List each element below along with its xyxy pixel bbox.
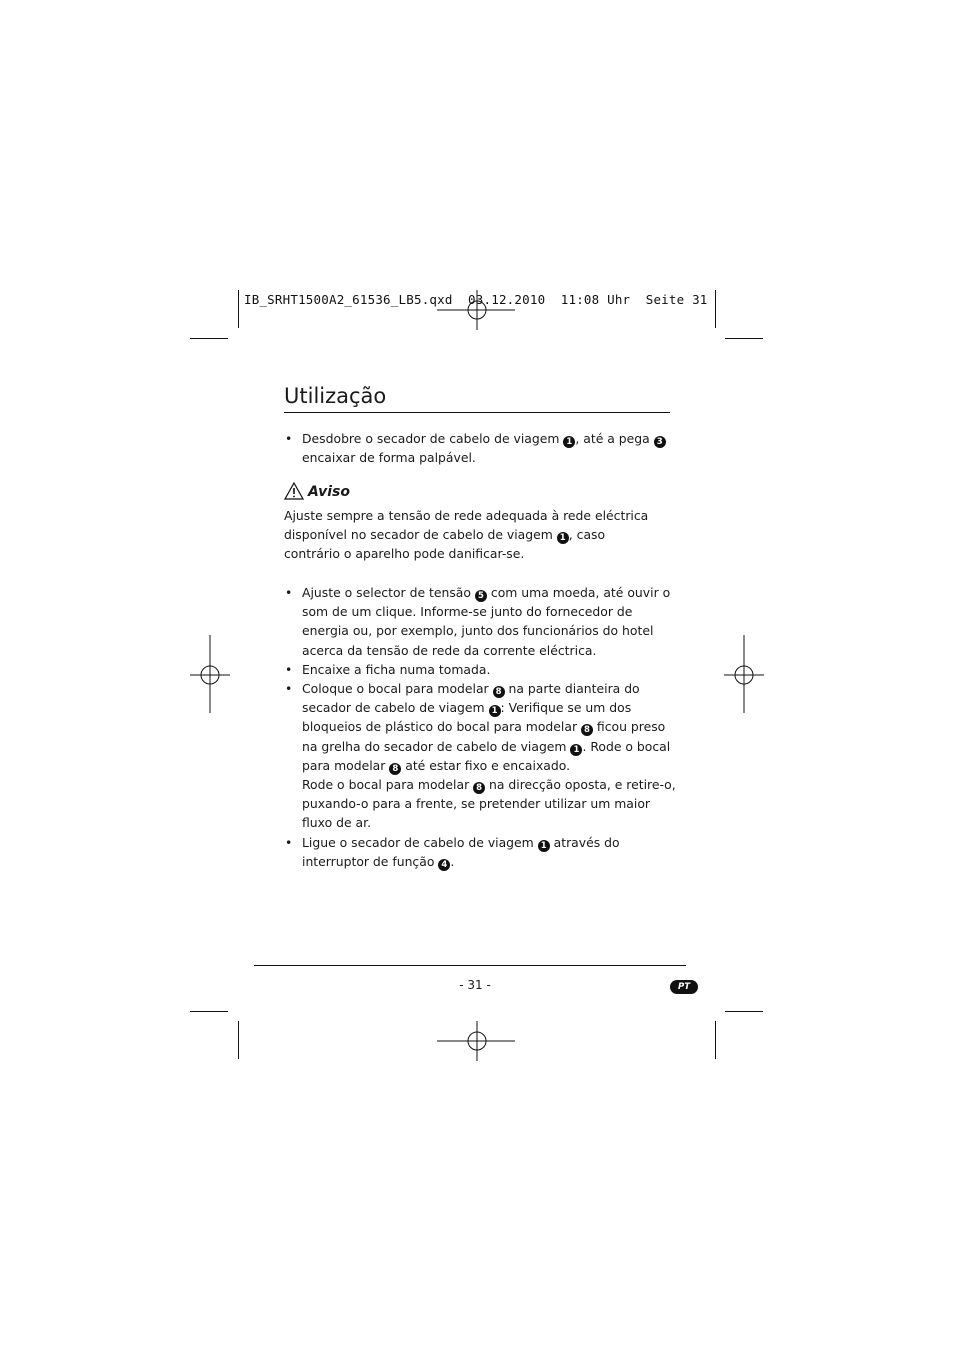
part-number-icon: 8 — [389, 763, 401, 775]
item-text: Ajuste o selector de tensão — [302, 585, 475, 600]
item-text: ficou preso na grelha do secador de cabelo de viagem — [302, 719, 666, 754]
part-number-icon: 1 — [557, 532, 569, 544]
item-text: . Rode o bocal para modelar — [302, 738, 671, 773]
item-text: Coloque o bocal para modelar — [302, 681, 493, 697]
list-item — [284, 833, 676, 871]
item-text: na direcção oposta, e retire-o, puxando-o para a frente, se pretender utilizar um maior fluxo de ar. — [302, 777, 676, 831]
item-text: Desdobre o secador de cabelo de viagem — [302, 431, 564, 446]
registration-mark-icon — [190, 635, 230, 715]
item-text: , até a pega — [575, 431, 654, 446]
registration-mark-icon — [724, 635, 764, 715]
part-number-icon: 1 — [563, 436, 575, 448]
item-text: Ligue o secador de cabelo de viagem — [302, 834, 538, 850]
list-item — [284, 679, 676, 833]
crop-mark — [238, 290, 239, 328]
bullet-icon: • — [285, 585, 293, 600]
item-text: através do interruptor de função — [302, 834, 620, 869]
item-text: Rode o bocal para modelar — [302, 777, 474, 793]
item-text: encaixar de forma palpável. — [302, 450, 476, 466]
part-number-icon: 4 — [438, 859, 450, 871]
part-number-icon: 5 — [475, 590, 487, 602]
part-number-icon: 8 — [493, 686, 505, 698]
item-text: na parte dianteira do secador de cabelo de viagem — [302, 681, 640, 716]
list-item — [284, 660, 676, 679]
crop-mark — [715, 1021, 716, 1059]
crop-mark — [725, 1011, 763, 1012]
crop-mark — [238, 1021, 239, 1059]
print-slug: IB_SRHT1500A2_61536_LB5.qxd 03.12.2010 11:08 Uhr Seite 31 — [244, 292, 708, 307]
part-number-icon: 8 — [473, 782, 485, 794]
part-number-icon: 8 — [581, 724, 593, 736]
crop-mark — [190, 338, 228, 339]
warning-text-part: Ajuste sempre a tensão de rede adequada à rede eléctrica disponível no secador de cabelo de viagem — [284, 508, 649, 543]
item-text: até estar fixo e encaixado. — [401, 757, 571, 773]
page-number: - 31 - — [459, 978, 491, 992]
warning-heading — [284, 482, 350, 500]
list-item — [284, 429, 676, 467]
crop-mark — [190, 1011, 228, 1012]
registration-mark-icon — [437, 1021, 517, 1061]
page-title: Utilização — [284, 382, 670, 413]
bullet-icon: • — [285, 834, 293, 850]
part-number-icon: 1 — [538, 840, 550, 852]
crop-mark — [725, 338, 763, 339]
item-text: . — [450, 853, 455, 869]
language-badge: PT — [670, 980, 698, 994]
item-text: : Verifique se um dos bloqueios de plástico do bocal para modelar — [302, 700, 632, 735]
part-number-icon: 3 — [654, 436, 666, 448]
item-text: Encaixe a ficha numa tomada. — [302, 661, 491, 677]
footer-divider — [254, 965, 686, 966]
warning-text — [284, 506, 664, 564]
part-number-icon: 1 — [570, 744, 582, 756]
warning-title: Aviso — [308, 484, 350, 500]
item-text: com uma moeda, até ouvir o som de um clique. Informe-se junto do fornecedor de energia ou, por exemplo, junto dos funcionários do hotel acerca da tensão de rede da corrente eléctrica. — [302, 585, 671, 658]
instruction-list — [284, 583, 676, 871]
bullet-icon: • — [285, 681, 293, 697]
intro-list — [284, 429, 676, 467]
warning-text-part: , caso contrário o aparelho pode danificar-se. — [284, 527, 606, 562]
crop-mark — [715, 290, 716, 328]
bullet-icon: • — [285, 661, 293, 677]
registration-mark-icon — [437, 290, 517, 330]
bullet-icon: • — [285, 431, 293, 446]
part-number-icon: 1 — [489, 705, 501, 717]
warning-triangle-icon — [284, 482, 304, 500]
list-item — [284, 583, 676, 660]
